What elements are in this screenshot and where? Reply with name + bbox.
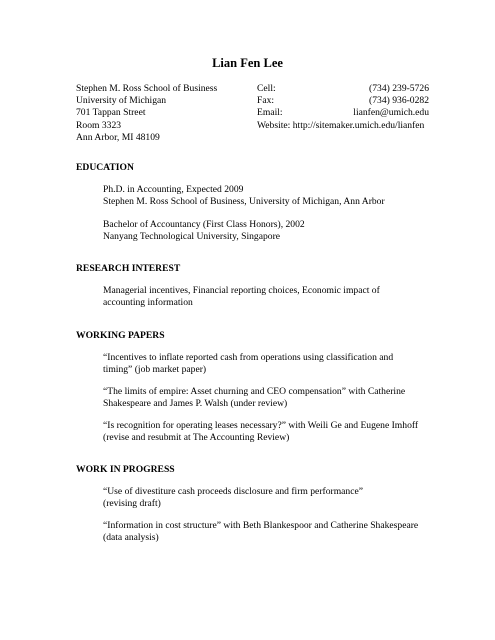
entry-line: Ph.D. in Accounting, Expected 2009 <box>103 184 244 195</box>
section-heading-research: RESEARCH INTEREST <box>76 263 181 274</box>
entry-line: (revise and resubmit at The Accounting Review) <box>103 432 290 444</box>
education-entry <box>103 184 385 208</box>
website-link[interactable]: Website: http://sitemaker.umich.edu/lianfen <box>257 119 425 131</box>
address-line: 701 Tappan Street <box>76 107 146 119</box>
fax-value: (734) 936-0282 <box>369 95 429 107</box>
cv-name: Lian Fen Lee <box>212 56 283 70</box>
cell-row <box>257 83 429 95</box>
address-line: University of Michigan <box>76 95 167 107</box>
entry-line: Managerial incentives, Financial reporting choices, Economic impact of <box>103 285 380 296</box>
contact-info <box>257 83 429 132</box>
education-entry <box>103 219 305 243</box>
email-link[interactable]: lianfen@umich.edu <box>353 107 429 119</box>
research-entry <box>103 285 380 309</box>
entry-line: “Incentives to inflate reported cash from operations using classification and <box>103 352 394 363</box>
cell-value: (734) 239-5726 <box>369 83 429 94</box>
entry-line: Nanyang Technological University, Singapore <box>103 231 281 243</box>
address-line: Room 3323 <box>76 119 122 131</box>
entry-line: accounting information <box>103 297 193 309</box>
entry-line: (data analysis) <box>103 532 159 544</box>
email-row <box>257 107 429 119</box>
entry-line: Bachelor of Accountancy (First Class Honors), 2002 <box>103 219 305 230</box>
address-line: Stephen M. Ross School of Business <box>76 83 218 94</box>
section-heading-working-papers: WORKING PAPERS <box>76 330 165 341</box>
address-line: Ann Arbor, MI 48109 <box>76 131 160 143</box>
section-heading-education: EDUCATION <box>76 162 134 173</box>
email-label: Email: <box>257 107 283 119</box>
entry-line: Stephen M. Ross School of Business, University of Michigan, Ann Arbor <box>103 196 385 208</box>
entry-line: (revising draft) <box>103 498 161 510</box>
working-paper-entry <box>103 386 405 410</box>
working-paper-entry <box>103 420 418 444</box>
fax-label: Fax: <box>257 95 275 107</box>
entry-line: “Information in cost structure” with Beth Blankespoor and Catherine Shakespeare <box>103 520 419 531</box>
entry-line: “The limits of empire: Asset churning and CEO compensation” with Catherine <box>103 386 406 397</box>
fax-row <box>257 95 429 107</box>
work-in-progress-entry <box>103 486 363 510</box>
mailing-address <box>76 83 217 144</box>
cell-label: Cell: <box>257 83 276 94</box>
entry-line: timing” (job market paper) <box>103 364 207 376</box>
website-row <box>257 120 429 132</box>
work-in-progress-entry <box>103 520 418 544</box>
working-paper-entry <box>103 352 393 376</box>
entry-line: Shakespeare and James P. Walsh (under review) <box>103 398 288 410</box>
entry-line: “Is recognition for operating leases necessary?” with Weili Ge and Eugene Imhoff <box>103 420 419 431</box>
section-heading-work-in-progress: WORK IN PROGRESS <box>76 464 175 475</box>
entry-line: “Use of divestiture cash proceeds disclosure and firm performance” <box>103 486 363 497</box>
